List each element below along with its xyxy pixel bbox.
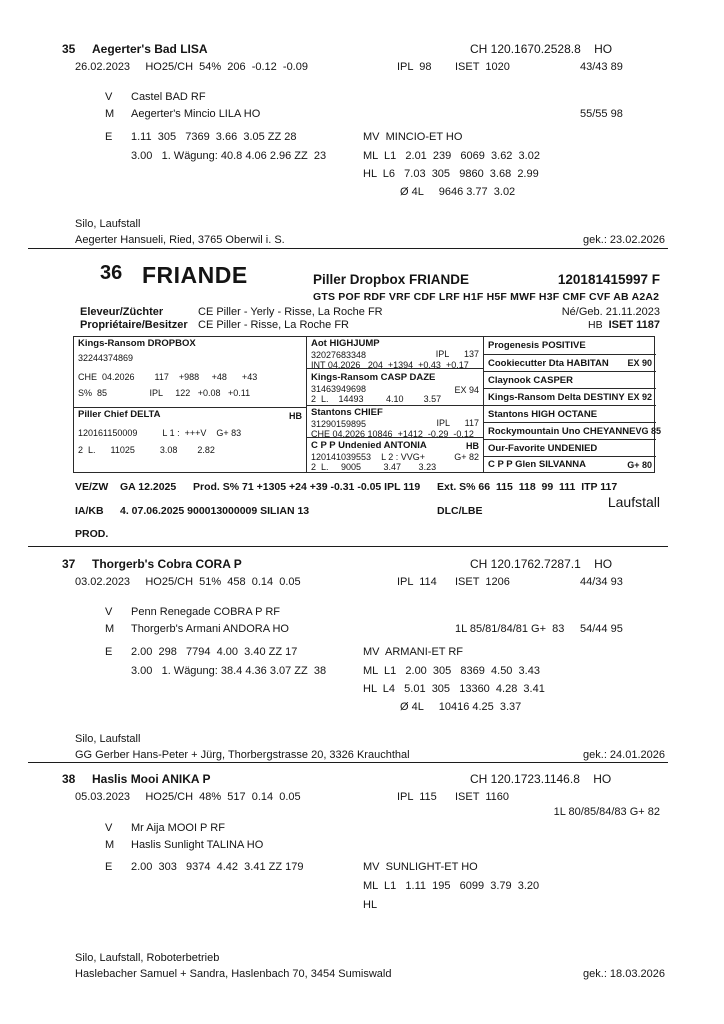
e36-breeder: CE Piller - Yerly - Risse, La Roche FR xyxy=(198,306,383,318)
dam-dam-score: G+ 82 xyxy=(454,452,479,462)
e37-exam-values-2: 3.00 1. Wägung: 38.4 4.36 3.07 ZZ 38 xyxy=(131,665,327,677)
e36-owner-label: Propriétaire/Besitzer xyxy=(80,319,188,331)
gg-score-8: G+ 80 xyxy=(627,459,652,470)
e36-vezw-value: GA 12.2025 xyxy=(120,481,177,493)
e37-score: 44/34 93 xyxy=(580,576,623,588)
e36-owner-line xyxy=(0,319,724,335)
e36-iakb-line xyxy=(0,505,724,521)
dam-sire-name: Stantons CHIEF xyxy=(311,407,383,418)
e38-dam-label: M xyxy=(105,839,115,851)
e36-birthdate: Né/Geb. 21.11.2023 xyxy=(561,306,660,318)
e35-number: 35 xyxy=(62,42,76,56)
e38-owner-line xyxy=(0,968,724,984)
e36-title-name: FRIANDE xyxy=(142,262,248,288)
e38-number: 38 xyxy=(62,772,76,786)
e38-exam-label: E xyxy=(105,861,113,873)
dam-dam-cell xyxy=(307,437,483,472)
gg-row-1 xyxy=(484,337,656,354)
e38-hl-row: HL xyxy=(363,899,378,911)
pedigree-table xyxy=(73,336,661,473)
e38-calving-date: gek.: 18.03.2026 xyxy=(583,968,665,980)
e36-prod-line xyxy=(0,528,724,544)
dam-sire-ipl: IPL 117 xyxy=(436,418,479,428)
e38-exam-values-1: 2.00 303 9374 4.42 3.41 ZZ 179 xyxy=(131,861,304,873)
e38-housing-line xyxy=(0,952,724,968)
dam-row-1: 120161150009 L 1 : +++V G+ 83 xyxy=(78,427,242,438)
e35-exam-label: E xyxy=(105,131,113,143)
e36-prod-indexes: Prod. S% 71 +1305 +24 +39 -0.31 -0.05 IPL 119 xyxy=(193,481,421,493)
gg-score-2: EX 90 xyxy=(627,358,652,368)
e36-hb-flag: HB xyxy=(588,319,603,331)
e37-owner: GG Gerber Hans-Peter + Jürg, Thorbergstrasse 20, 3326 Krauchthal xyxy=(75,749,410,761)
e37-iset-value: ISET 1206 xyxy=(455,576,510,588)
e38-name: Haslis Mooi ANIKA P xyxy=(92,772,211,786)
e36-prod-label: PROD. xyxy=(75,528,109,540)
e35-dam-label: M xyxy=(105,108,115,120)
e37-birth-stats: 03.02.2023 HO25/CH 51% 458 0.14 0.05 xyxy=(75,576,301,588)
e36-genetic-codes: GTS POF RDF VRF CDF LRF H1F H5F MWF H3F CMF CVF AB A2A2 xyxy=(313,291,660,303)
e37-calving-date: gek.: 24.01.2026 xyxy=(583,749,665,761)
e38-sire-row xyxy=(0,822,724,838)
e38-iset-value: ISET 1160 xyxy=(455,791,510,803)
e35-owner: Aegerter Hansueli, Ried, 3765 Oberwil i. S. xyxy=(75,234,285,246)
gg-row-8 xyxy=(484,456,656,472)
e37-sire-name: Penn Renegade COBRA P RF xyxy=(131,606,280,618)
gg-row-6 xyxy=(484,422,661,439)
gg-score-6: VG 85 xyxy=(635,426,661,436)
sire-cell xyxy=(74,337,306,407)
gg-name-2: Cookiecutter Dta HABITAN xyxy=(488,357,609,369)
e37-hl-line xyxy=(0,683,724,699)
e36-housing: Laufstall xyxy=(607,494,660,510)
e38-sire-label: V xyxy=(105,822,113,834)
e38-headline xyxy=(0,772,724,788)
e38-lactation-rating: 1L 80/85/84/83 G+ 82 xyxy=(553,806,660,818)
e36-iakb-value: 4. 07.06.2025 900013000009 SILIAN 13 xyxy=(120,505,310,517)
e37-dam-label: M xyxy=(105,623,115,635)
dam-sire-row: CHE 04.2026 10846 +1412 -0.29 -0.12 xyxy=(311,429,474,437)
e35-housing: Silo, Laufstall xyxy=(75,218,141,230)
e37-housing-line xyxy=(0,733,724,749)
sire-sire-id: 32027683348 xyxy=(311,349,367,360)
e36-registration-id: 120181415997 F xyxy=(557,272,660,287)
e35-birth-stats: 26.02.2023 HO25/CH 54% 206 -0.12 -0.09 xyxy=(75,61,308,73)
e37-housing: Silo, Laufstall xyxy=(75,733,141,745)
e35-dam-name: Aegerter's Mincio LILA HO xyxy=(131,108,261,120)
e36-breeder-label: Eleveur/Züchter xyxy=(80,306,164,318)
sire-id: 32244374869 xyxy=(78,352,134,363)
e36-headline xyxy=(0,262,724,288)
e35-ml-row: ML L1 2.01 239 6069 3.62 3.02 xyxy=(363,150,540,162)
gg-row-3 xyxy=(484,371,656,388)
e38-owner: Haslebacher Samuel + Sandra, Haslenbach 70, 3454 Sumiswald xyxy=(75,968,392,980)
e37-exam-values-1: 2.00 298 7794 4.00 3.40 ZZ 17 xyxy=(131,646,298,658)
e38-performance-line xyxy=(0,791,724,807)
e37-dam-rating: 1L 85/81/84/81 G+ 83 xyxy=(455,623,565,635)
e36-ext-indexes: Ext. S% 66 115 118 99 111 ITP 117 xyxy=(437,481,618,493)
sire-sire-row: INT 04.2026 204 +1394 +0.43 +0.17 xyxy=(311,360,469,368)
e37-exam-label: E xyxy=(105,646,113,658)
e38-dam-name: Haslis Sunlight TALINA HO xyxy=(131,839,264,851)
e35-exam-values-1: 1.11 305 7369 3.66 3.05 ZZ 28 xyxy=(131,131,297,143)
e35-sire-row xyxy=(0,91,724,107)
dam-dam-row: 2 L. 9005 3.47 3.23 xyxy=(311,462,437,472)
gg-score-4: EX 92 xyxy=(627,392,652,402)
e37-name: Thorgerb's Cobra CORA P xyxy=(92,557,242,571)
e35-avg-row: Ø 4L 9646 3.77 3.02 xyxy=(400,186,516,198)
divider-after-36 xyxy=(28,546,668,547)
e35-exam-row-2 xyxy=(0,150,724,166)
e37-avg-line xyxy=(0,701,724,717)
e35-performance-line xyxy=(0,61,724,77)
e38-mv-row: MV SUNLIGHT-ET HO xyxy=(363,861,478,873)
e37-sire-label: V xyxy=(105,606,113,618)
e37-exam-row-2 xyxy=(0,665,724,681)
e35-avg-line xyxy=(0,186,724,202)
e37-ipl-value: IPL 114 xyxy=(397,576,437,588)
dam-name: Piller Chief DELTA xyxy=(78,409,161,420)
e35-dam-score: 55/55 98 xyxy=(580,108,623,120)
e35-headline xyxy=(0,42,724,58)
e38-rating-line xyxy=(0,806,724,822)
e35-ipl-value: IPL 98 xyxy=(397,61,432,73)
gg-row-5 xyxy=(484,405,656,422)
dam-dam-name: C P P Undenied ANTONIA xyxy=(311,440,427,451)
e37-mv-row: MV ARMANI-ET RF xyxy=(363,646,464,658)
gg-name-3: Claynook CASPER xyxy=(488,374,573,386)
e35-exam-row-1 xyxy=(0,131,724,147)
e36-iakb-label: IA/KB xyxy=(75,505,104,517)
pedigree-col-greatgrandparents xyxy=(483,337,661,472)
divider-after-37 xyxy=(28,762,668,763)
sire-dam-ex: EX 94 xyxy=(454,385,479,395)
gg-row-7 xyxy=(484,439,656,456)
sire-name: Kings-Ransom DROPBOX xyxy=(78,338,196,349)
e37-performance-line xyxy=(0,576,724,592)
e36-number: 36 xyxy=(100,262,123,284)
gg-name-7: Our-Favorite UNDENIED xyxy=(488,442,598,454)
e38-registration-id: CH 120.1723.1146.8 HO xyxy=(470,772,612,786)
e38-ml-line xyxy=(0,880,724,896)
e36-vezw-label: VE/ZW xyxy=(75,481,109,493)
e38-birth-stats: 05.03.2023 HO25/CH 48% 517 0.14 0.05 xyxy=(75,791,301,803)
sire-index-row-2: S% 85 IPL 122 +0.08 +0.11 xyxy=(78,387,251,398)
sire-dam-cell xyxy=(307,368,483,405)
dam-dam-id: 120141039553 L 2 : VVG+ xyxy=(311,451,426,462)
gg-name-4: Kings-Ransom Delta DESTINY xyxy=(488,391,625,403)
e37-dam-row xyxy=(0,623,724,639)
e37-number: 37 xyxy=(62,557,76,571)
e36-iset-value: ISET 1187 xyxy=(608,319,660,331)
pedigree-col-grandparents xyxy=(306,337,483,472)
e36-codes-line xyxy=(0,291,724,307)
e37-headline xyxy=(0,557,724,573)
e38-hl-line xyxy=(0,899,724,915)
e35-score: 43/43 89 xyxy=(580,61,623,73)
dam-dam-hb-flag: HB xyxy=(466,441,479,451)
sire-sire-name: Aot HIGHJUMP xyxy=(311,338,380,349)
e36-dlc-label: DLC/LBE xyxy=(437,505,483,517)
e35-hl-row: HL L6 7.03 305 9860 3.68 2.99 xyxy=(363,168,539,180)
e35-exam-values-2: 3.00 1. Wägung: 40.8 4.06 2.96 ZZ 23 xyxy=(131,150,327,162)
divider-after-35 xyxy=(28,248,668,249)
e38-ipl-value: IPL 115 xyxy=(397,791,437,803)
e35-sire-label: V xyxy=(105,91,113,103)
e38-sire-name: Mr Aija MOOI P RF xyxy=(131,822,225,834)
e37-registration-id: CH 120.1762.7287.1 HO xyxy=(470,557,613,571)
e36-owner: CE Piller - Risse, La Roche FR xyxy=(198,319,349,331)
e35-registration-id: CH 120.1670.2528.8 HO xyxy=(470,42,613,56)
sire-sire-ipl: IPL 137 xyxy=(435,349,479,359)
pedigree-col-parents xyxy=(74,337,306,472)
sire-dam-name: Kings-Ransom CASP DAZE xyxy=(311,372,436,383)
sire-index-row-1: CHE 04.2026 117 +988 +48 +43 xyxy=(78,372,258,382)
e37-avg-row: Ø 4L 10416 4.25 3.37 xyxy=(400,701,522,713)
dam-cell xyxy=(74,407,306,472)
gg-row-4 xyxy=(484,388,656,405)
e38-dam-row xyxy=(0,839,724,855)
e37-dam-name: Thorgerb's Armani ANDORA HO xyxy=(131,623,289,635)
e35-mv-row: MV MINCIO-ET HO xyxy=(363,131,463,143)
e35-hl-line xyxy=(0,168,724,184)
e37-exam-row-1 xyxy=(0,646,724,662)
e37-hl-row: HL L4 5.01 305 13360 4.28 3.41 xyxy=(363,683,545,695)
dam-sire-cell xyxy=(307,405,483,437)
e37-ml-row: ML L1 2.00 305 8369 4.50 3.43 xyxy=(363,665,540,677)
e35-name: Aegerter's Bad LISA xyxy=(92,42,208,56)
dam-sire-id: 31290159895 xyxy=(311,418,367,429)
gg-name-5: Stantons HIGH OCTANE xyxy=(488,408,598,420)
e35-iset-value: ISET 1020 xyxy=(455,61,510,73)
e38-housing: Silo, Laufstall, Roboterbetrieb xyxy=(75,952,220,964)
e35-calving-date: gek.: 23.02.2026 xyxy=(583,234,665,246)
e35-dam-row xyxy=(0,108,724,124)
sire-dam-id: 31463949698 xyxy=(311,383,367,394)
e37-sire-row xyxy=(0,606,724,622)
e38-ml-row: ML L1 1.11 195 6099 3.79 3.20 xyxy=(363,880,540,892)
gg-name-6: Rockymountain Uno CHEYANNE xyxy=(488,425,636,437)
sire-dam-row: 2 L. 14493 4.10 3.57 xyxy=(311,394,442,404)
dam-hb-flag: HB xyxy=(289,411,302,421)
gg-row-2 xyxy=(484,354,656,371)
e36-full-name: Piller Dropbox FRIANDE xyxy=(313,272,470,287)
sire-sire-cell xyxy=(307,337,483,368)
e35-housing-line xyxy=(0,218,724,234)
e35-sire-name: Castel BAD RF xyxy=(131,91,206,103)
gg-name-1: Progenesis POSITIVE xyxy=(488,340,586,351)
dam-row-2: 2 L. 11025 3.08 2.82 xyxy=(78,445,215,455)
gg-name-8: C P P Glen SILVANNA xyxy=(488,459,587,470)
e37-dam-score: 54/44 95 xyxy=(580,623,623,635)
e38-exam-row-1 xyxy=(0,861,724,877)
